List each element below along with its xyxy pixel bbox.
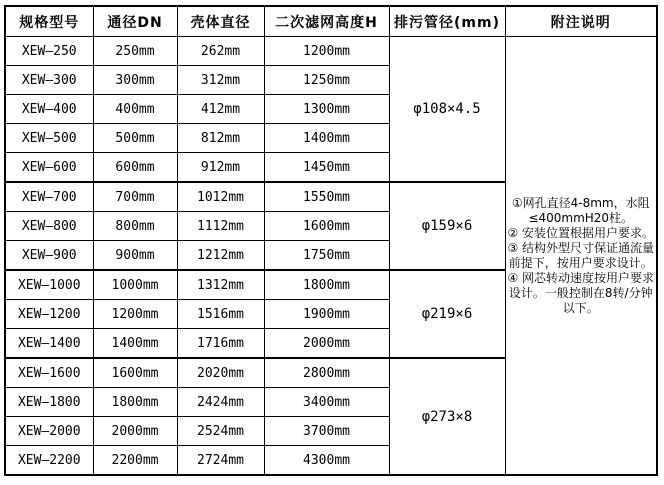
shell-cell: 2424mm [177, 388, 264, 417]
dn-cell: 400mm [93, 95, 177, 124]
height-cell: 1250mm [264, 66, 389, 95]
height-cell: 1300mm [264, 95, 389, 124]
dn-cell: 1000mm [93, 270, 177, 300]
shell-cell: 2724mm [177, 446, 264, 476]
model-cell: XEW—400 [5, 95, 93, 124]
shell-cell: 1516mm [177, 300, 264, 329]
note-line: ② 安装位置根据用户要求。 [507, 225, 655, 240]
height-cell: 1450mm [264, 153, 389, 183]
drain-pipe-cell: φ273×8 [389, 358, 505, 475]
shell-cell: 412mm [177, 95, 264, 124]
shell-cell: 262mm [177, 37, 264, 66]
shell-cell: 1112mm [177, 212, 264, 241]
model-cell: XEW—1400 [5, 329, 93, 359]
dn-cell: 600mm [93, 153, 177, 183]
dn-cell: 250mm [93, 37, 177, 66]
notes-cell [505, 37, 657, 476]
height-cell: 1550mm [264, 182, 389, 212]
model-cell: XEW—250 [5, 37, 93, 66]
shell-cell: 1012mm [177, 182, 264, 212]
model-cell: XEW—300 [5, 66, 93, 95]
height-cell: 1750mm [264, 241, 389, 271]
height-cell: 1800mm [264, 270, 389, 300]
dn-cell: 2000mm [93, 417, 177, 446]
model-cell: XEW—1200 [5, 300, 93, 329]
height-cell: 2800mm [264, 358, 389, 388]
height-cell: 1200mm [264, 37, 389, 66]
shell-cell: 812mm [177, 124, 264, 153]
shell-cell: 1212mm [177, 241, 264, 271]
note-line: ④ 网芯转动速度按用户要求设计。一般控制在8转/分钟以下。 [507, 270, 655, 315]
height-cell: 1600mm [264, 212, 389, 241]
col-header-model: 规格型号 [5, 6, 93, 37]
dn-cell: 1200mm [93, 300, 177, 329]
shell-cell: 312mm [177, 66, 264, 95]
height-cell: 3700mm [264, 417, 389, 446]
dn-cell: 800mm [93, 212, 177, 241]
shell-cell: 1716mm [177, 329, 264, 359]
drain-pipe-cell: φ219×6 [389, 270, 505, 358]
col-header-notes: 附注说明 [505, 6, 657, 37]
model-cell: XEW—2200 [5, 446, 93, 476]
dn-cell: 900mm [93, 241, 177, 271]
model-cell: XEW—600 [5, 153, 93, 183]
spec-table [4, 5, 658, 476]
note-line: ③ 结构外型尺寸保证通流量前提下，按用户要求设计。 [507, 240, 655, 270]
model-cell: XEW—1000 [5, 270, 93, 300]
note-line: ①网孔直径4-8mm，水阻≤400mmH20柱。 [511, 195, 650, 225]
dn-cell: 1800mm [93, 388, 177, 417]
table-row [5, 37, 657, 66]
model-cell: XEW—900 [5, 241, 93, 271]
dn-cell: 2200mm [93, 446, 177, 476]
model-cell: XEW—2000 [5, 417, 93, 446]
shell-cell: 1312mm [177, 270, 264, 300]
drain-pipe-cell: φ108×4.5 [389, 37, 505, 183]
shell-cell: 912mm [177, 153, 264, 183]
height-cell: 2000mm [264, 329, 389, 359]
dn-cell: 500mm [93, 124, 177, 153]
col-header-height: 二次滤网高度H [264, 6, 389, 37]
model-cell: XEW—1800 [5, 388, 93, 417]
col-header-drain: 排污管径(mm) [389, 6, 505, 37]
shell-cell: 2020mm [177, 358, 264, 388]
model-cell: XEW—500 [5, 124, 93, 153]
height-cell: 1900mm [264, 300, 389, 329]
dn-cell: 1400mm [93, 329, 177, 359]
dn-cell: 700mm [93, 182, 177, 212]
dn-cell: 300mm [93, 66, 177, 95]
dn-cell: 1600mm [93, 358, 177, 388]
model-cell: XEW—700 [5, 182, 93, 212]
shell-cell: 2524mm [177, 417, 264, 446]
col-header-shell: 壳体直径 [177, 6, 264, 37]
col-header-dn: 通径DN [93, 6, 177, 37]
height-cell: 1400mm [264, 124, 389, 153]
height-cell: 3400mm [264, 388, 389, 417]
header-row [5, 6, 657, 37]
model-cell: XEW—800 [5, 212, 93, 241]
height-cell: 4300mm [264, 446, 389, 476]
model-cell: XEW—1600 [5, 358, 93, 388]
drain-pipe-cell: φ159×6 [389, 182, 505, 270]
